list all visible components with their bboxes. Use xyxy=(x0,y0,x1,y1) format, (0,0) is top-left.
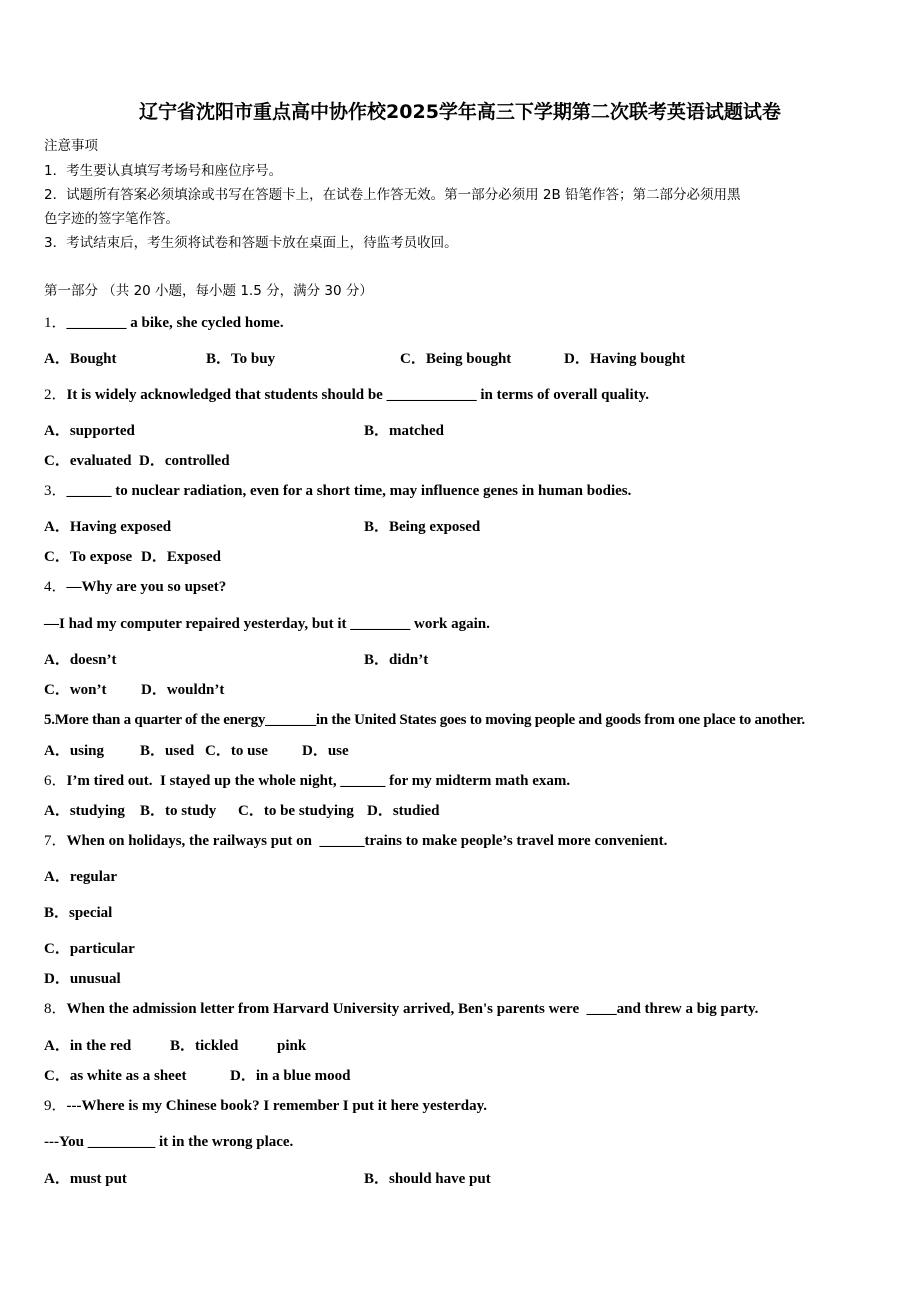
option[interactable]: D．controlled xyxy=(139,453,230,469)
question-text: ______ to nuclear radiation, even for a short time, may influence genes in human bodies. xyxy=(66,483,632,499)
option[interactable]: B．To buy xyxy=(206,351,276,367)
option[interactable]: D．Having bought xyxy=(564,351,686,367)
option[interactable]: B．special xyxy=(44,905,113,921)
option[interactable]: C．evaluated xyxy=(44,453,132,469)
option[interactable]: A．doesn’t xyxy=(44,652,117,668)
option[interactable]: D．wouldn’t xyxy=(141,682,225,698)
option[interactable]: D．unusual xyxy=(44,971,121,987)
question-text: —Why are you so upset? xyxy=(66,579,227,595)
option[interactable]: B．tickled xyxy=(170,1038,239,1054)
option[interactable]: A．using xyxy=(44,743,105,759)
option[interactable]: A．Bought xyxy=(44,351,117,367)
question-text-line: ---You _________ it in the wrong place. xyxy=(44,1134,294,1150)
question-number: 5. xyxy=(44,712,55,728)
question-number: 8． xyxy=(44,1001,67,1017)
question-stem xyxy=(44,484,631,499)
option[interactable]: B．to study xyxy=(140,803,217,819)
question-stem xyxy=(44,774,570,789)
option[interactable]: A．supported xyxy=(44,423,135,439)
option[interactable]: B．should have put xyxy=(364,1171,491,1187)
option[interactable]: C．To expose xyxy=(44,549,133,565)
question-stem xyxy=(44,1002,758,1017)
option-continued[interactable]: pink xyxy=(277,1038,307,1054)
page-title: 辽宁省沈阳市重点高中协作校2025学年高三下学期第二次联考英语试题试卷 xyxy=(139,101,781,123)
question-number: 3． xyxy=(44,483,67,499)
section-heading: 第一部分 （共 20 小题，每小题 1.5 分，满分 30 分） xyxy=(44,283,373,299)
option[interactable]: D．use xyxy=(302,743,349,759)
question-text: When on holidays, the railways put on ______trains to make people’s travel more convenient. xyxy=(66,833,668,849)
notes-item: 色字迹的签字笔作答。 xyxy=(44,211,179,227)
question-number: 6． xyxy=(44,773,67,789)
question-number: 4． xyxy=(44,579,67,595)
question-text: When the admission letter from Harvard University arrived, Ben's parents were ____and threw a big party. xyxy=(66,1001,759,1017)
option[interactable]: C．as white as a sheet xyxy=(44,1068,187,1084)
option[interactable]: D．in a blue mood xyxy=(230,1068,351,1084)
question-stem xyxy=(44,388,649,403)
option[interactable]: D．Exposed xyxy=(141,549,222,565)
option[interactable]: C．particular xyxy=(44,941,135,957)
option[interactable]: C．to use xyxy=(205,743,268,759)
question-text: I’m tired out. I stayed up the whole night, ______ for my midterm math exam. xyxy=(66,773,571,789)
question-number: 2． xyxy=(44,387,67,403)
notes-item: 1．考生要认真填写考场号和座位序号。 xyxy=(44,163,283,179)
question-text-line: —I had my computer repaired yesterday, but it ________ work again. xyxy=(44,616,490,632)
question-text: ________ a bike, she cycled home. xyxy=(66,315,284,331)
notes-item: 2．试题所有答案必须填涂或书写在答题卡上，在试卷上作答无效。第一部分必须用 2B 铅笔作答；第二部分必须用黑 xyxy=(44,187,741,203)
option[interactable]: A．studying xyxy=(44,803,125,819)
question-text: More than a quarter of the energy_______in the United States goes to moving people and goods from one place to another. xyxy=(54,712,805,728)
option[interactable]: A．in the red xyxy=(44,1038,132,1054)
question-number: 7． xyxy=(44,833,67,849)
question-number: 1． xyxy=(44,315,67,331)
option[interactable]: B．matched xyxy=(364,423,444,439)
question-number: 9． xyxy=(44,1098,67,1114)
question-text: It is widely acknowledged that students should be ____________ in terms of overall quality. xyxy=(66,387,650,403)
question-stem xyxy=(44,316,284,331)
option[interactable]: B．used xyxy=(140,743,195,759)
option[interactable]: C．won’t xyxy=(44,682,107,698)
option[interactable]: A．Having exposed xyxy=(44,519,172,535)
question-stem xyxy=(44,834,667,849)
option[interactable]: B．didn’t xyxy=(364,652,429,668)
notes-heading: 注意事项 xyxy=(44,138,98,154)
option[interactable]: D．studied xyxy=(367,803,440,819)
notes-item: 3．考试结束后，考生须将试卷和答题卡放在桌面上，待监考员收回。 xyxy=(44,235,458,251)
question-stem xyxy=(44,580,226,595)
option[interactable]: A．regular xyxy=(44,869,118,885)
option[interactable]: C．to be studying xyxy=(238,803,354,819)
question-stem xyxy=(44,713,805,728)
question-stem xyxy=(44,1099,487,1114)
option[interactable]: B．Being exposed xyxy=(364,519,481,535)
option[interactable]: C．Being bought xyxy=(400,351,512,367)
question-text: ---Where is my Chinese book? I remember I put it here yesterday. xyxy=(66,1098,488,1114)
option[interactable]: A．must put xyxy=(44,1171,127,1187)
